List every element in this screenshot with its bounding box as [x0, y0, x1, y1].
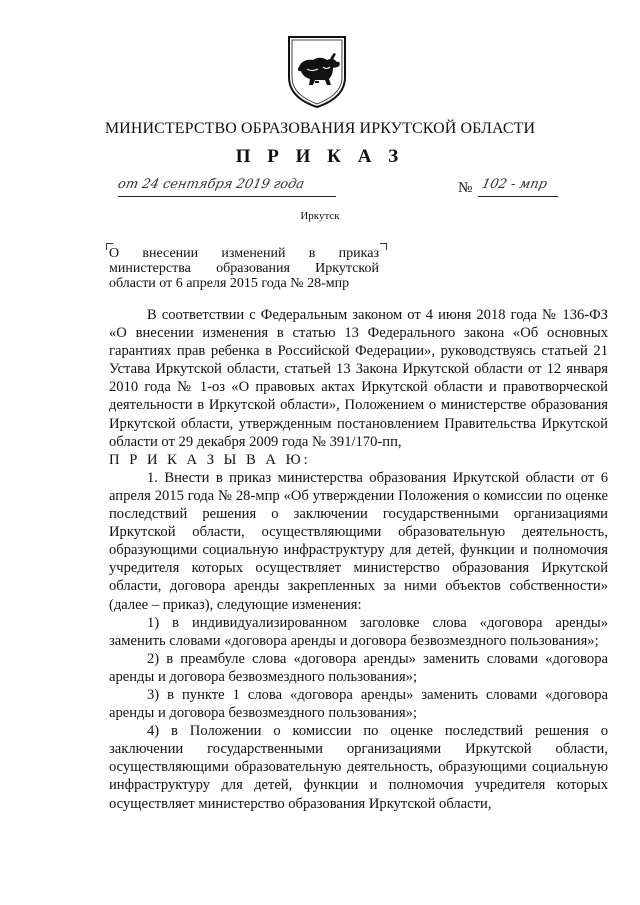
item-1-paragraph: 1. Внести в приказ министерства образования Иркутской области от 6 апреля 2015 года № 28-мпр «Об утверждении Положения о комиссии по оценке последствий решения о заключении государственными организациями Иркутской области, осуществляющими образовательную деятельность, образующими социальную инфраструктуру для детей, функции и полномочия учредителя которых осуществляет министерство образования Иркутской области, договора аренды закрепленных за ними объектов собственности» (далее – приказ), следующие изменения:	[109, 469, 608, 613]
coat-of-arms-emblem	[285, 33, 349, 109]
subject-line: области от 6 апреля 2015 года № 28-мпр	[109, 276, 350, 291]
number-label: №	[458, 180, 473, 196]
document-body	[109, 306, 608, 813]
subject-line: О внесении изменений в приказ	[109, 246, 379, 261]
order-heading: П Р И К А З Ы В А Ю:	[109, 451, 311, 468]
handwritten-date: от 24 сентября 2019 года	[116, 177, 306, 192]
preamble-paragraph: В соответствии с Федеральным законом от 4 июня 2018 года № 136-ФЗ «О внесении изменения в статью 13 Федерального закона «Об основных гарантиях прав ребенка в Российской Федерации», руководствуясь статьей 21 Устава Иркутской области, статьей 13 Закона Иркутской области от 12 января 2010 года № 1-оз «О правовых актах Иркутской области и правотворческой деятельности в Иркутской области», Положением о министерстве образования Иркутской области, утвержденным постановлением Правительства Иркутской области от 29 декабря 2009 года № 391/170-пп,	[109, 307, 608, 450]
subitem-3-paragraph: 3) в пункте 1 слова «договора аренды» заменить словами «договора аренды и договора безвозмездного пользования»;	[109, 686, 608, 722]
document-type: П Р И К А З	[235, 146, 405, 167]
ministry-title: МИНИСТЕРСТВО ОБРАЗОВАНИЯ ИРКУТСКОЙ ОБЛАСТИ	[104, 120, 536, 137]
city-label: Иркутск	[300, 210, 340, 222]
subitem-1-paragraph: 1) в индивидуализированном заголовке слова «договора аренды» заменить словами «договора аренды и договора безвозмездного пользования»;	[109, 614, 608, 649]
subject-line: министерства образования Иркутской	[109, 261, 379, 276]
subitem-4-paragraph: 4) в Положении о комиссии по оценке последствий решения о заключении государственными организациями Иркутской области, осуществляющими образовательную деятельность, образующими социальную инфраструктуру для детей, функции и полномочия учредителя которых осуществляет министерство образования Иркутской области,	[109, 723, 608, 812]
handwritten-number: 102 - мпр	[480, 177, 549, 192]
subject-corner-mark-right	[380, 243, 387, 250]
subitem-2-paragraph: 2) в преамбуле слова «договора аренды» заменить словами «договора аренды и договора безвозмездного пользования»;	[109, 650, 608, 685]
document-subject	[109, 246, 379, 291]
